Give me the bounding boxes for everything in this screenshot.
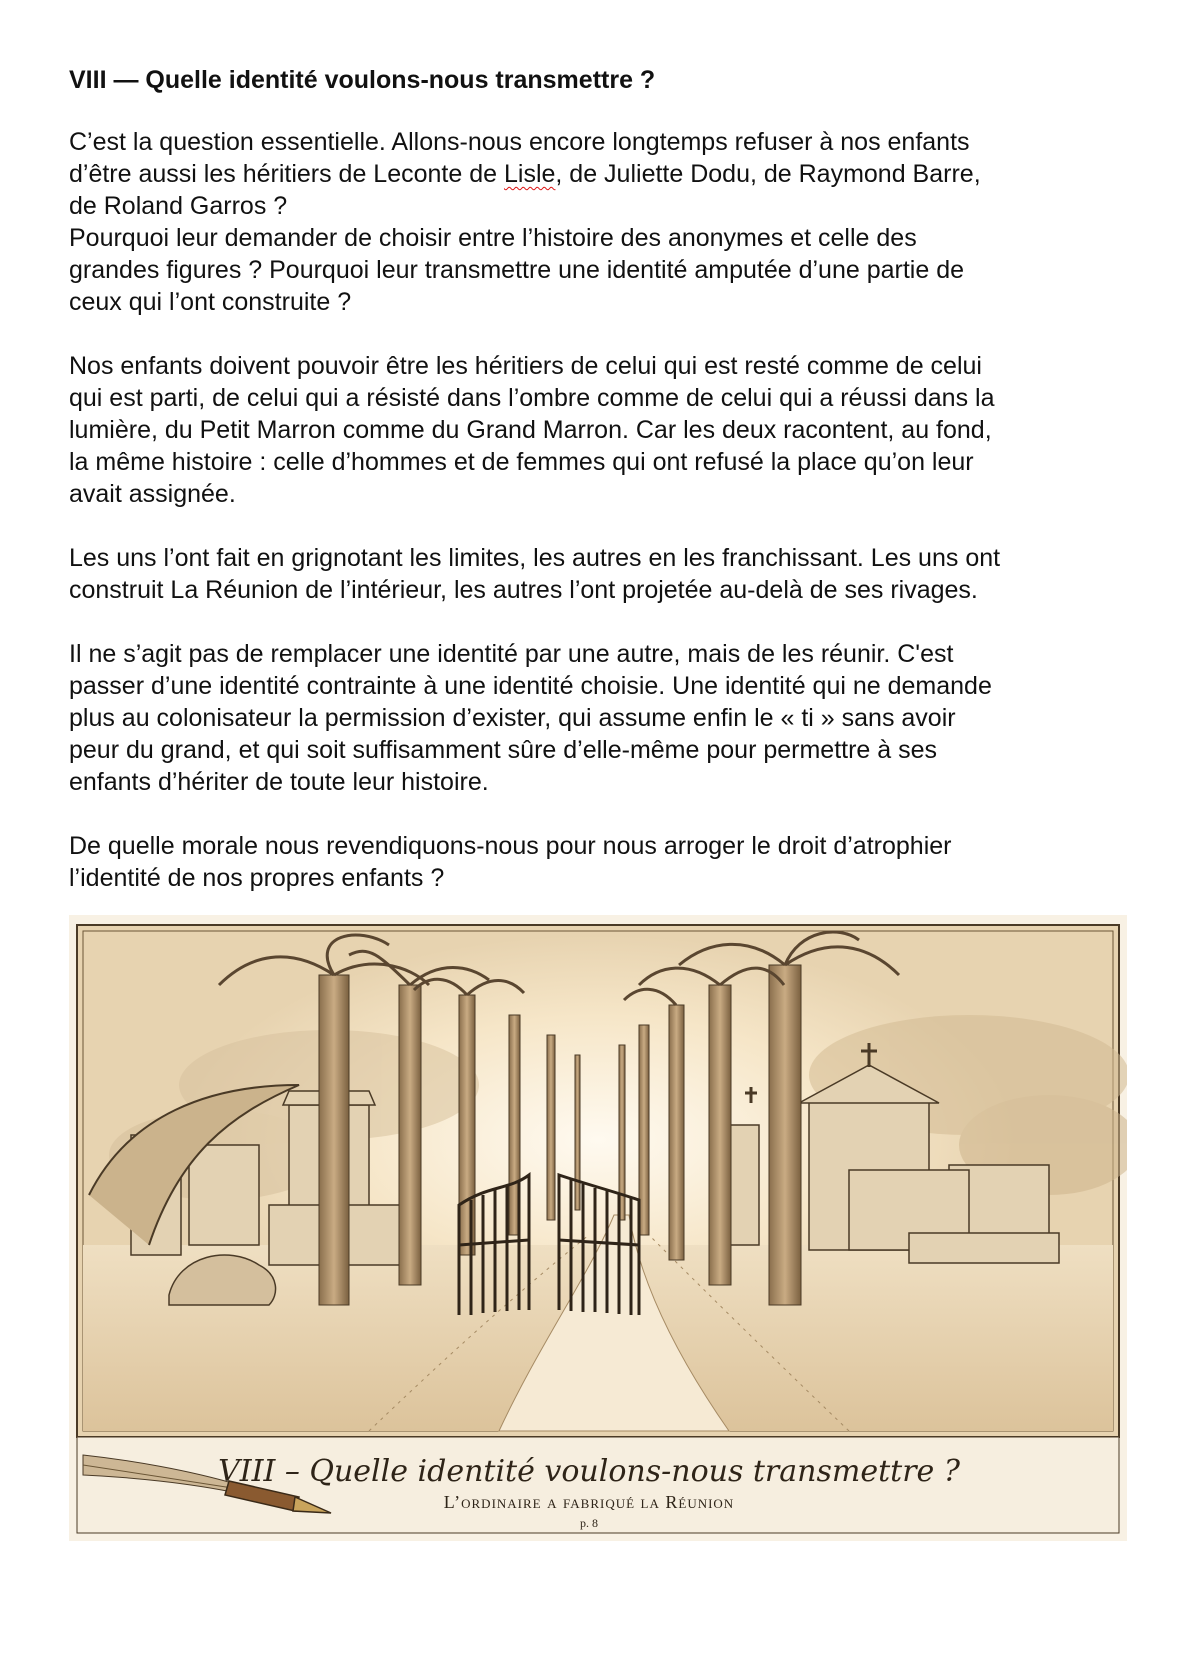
text-line [69, 670, 1129, 702]
text-segment: l’identité de nos propres enfants ? [69, 864, 445, 892]
text-line [69, 286, 1129, 318]
text-segment: plus au colonisateur la permission d’exister, qui assume enfin le « ti » sans avoir [69, 704, 956, 732]
illustration [69, 915, 1127, 1541]
text-segment: la même histoire : celle d’hommes et de femmes qui ont refusé la place qu’on leur [69, 448, 974, 476]
text-line [69, 126, 1129, 158]
illustration-drawing [69, 915, 1127, 1541]
text-segment: Les uns l’ont fait en grignotant les limites, les autres en les franchissant. Les uns ont [69, 544, 1001, 572]
text-line [69, 542, 1129, 574]
paragraphs [69, 126, 1129, 894]
text-line [69, 350, 1129, 382]
text-segment: Pourquoi leur demander de choisir entre l’histoire des anonymes et celle des [69, 224, 917, 252]
text-line [69, 638, 1129, 670]
text-segment: enfants d’hériter de toute leur histoire. [69, 768, 489, 796]
page-number: p. 8 [580, 1516, 598, 1530]
caption-title: VIII – Quelle identité voulons-nous transmettre ? [218, 1454, 960, 1489]
text-line [69, 766, 1129, 798]
text-segment: passer d’une identité contrainte à une identité choisie. Une identité qui ne demande [69, 672, 992, 700]
text-segment: lumière, du Petit Marron comme du Grand Marron. Car les deux racontent, au fond, [69, 416, 992, 444]
text-line [69, 734, 1129, 766]
paragraph [69, 350, 1129, 510]
text-line [69, 190, 1129, 222]
text-segment: Nos enfants doivent pouvoir être les héritiers de celui qui est resté comme de celui [69, 352, 982, 380]
text-line [69, 382, 1129, 414]
text-line [69, 414, 1129, 446]
paragraph [69, 542, 1129, 606]
text-line [69, 158, 1129, 190]
text-segment: , de Juliette Dodu, de Raymond Barre, [555, 160, 981, 188]
text-line [69, 254, 1129, 286]
paragraph [69, 638, 1129, 798]
text-line [69, 702, 1129, 734]
section-heading: VIII — Quelle identité voulons-nous transmettre ? [69, 66, 656, 94]
text-line [69, 830, 1129, 862]
text-segment: avait assignée. [69, 480, 236, 508]
text-line [69, 862, 1129, 894]
text-segment: d’être aussi les héritiers de Leconte de [69, 160, 504, 188]
text-segment: de Roland Garros ? [69, 192, 288, 220]
text-line [69, 478, 1129, 510]
paragraph [69, 830, 1129, 894]
text-segment: peur du grand, et qui soit suffisamment sûre d’elle-même pour permettre à ses [69, 736, 938, 764]
text-line [69, 574, 1129, 606]
paragraph [69, 126, 1129, 318]
text-line [69, 446, 1129, 478]
text-line [69, 222, 1129, 254]
text-segment: C’est la question essentielle. Allons-nous encore longtemps refuser à nos enfants [69, 128, 970, 156]
text-segment: De quelle morale nous revendiquons-nous pour nous arroger le droit d’atrophier [69, 832, 952, 860]
text-segment: Il ne s’agit pas de remplacer une identité par une autre, mais de les réunir. C'est [69, 640, 954, 668]
text-body [69, 64, 1129, 926]
text-segment: grandes figures ? Pourquoi leur transmettre une identité amputée d’une partie de [69, 256, 965, 284]
text-segment: qui est parti, de celui qui a résisté dans l’ombre comme de celui qui a réussi dans la [69, 384, 995, 412]
text-segment: construit La Réunion de l’intérieur, les autres l’ont projetée au-delà de ses rivages. [69, 576, 978, 604]
spellcheck-flagged-word[interactable]: Lisle [503, 160, 556, 188]
caption-subtitle: L’ordinaire a fabriqué la Réunion [443, 1492, 735, 1512]
text-segment: ceux qui l’ont construite ? [69, 288, 352, 316]
